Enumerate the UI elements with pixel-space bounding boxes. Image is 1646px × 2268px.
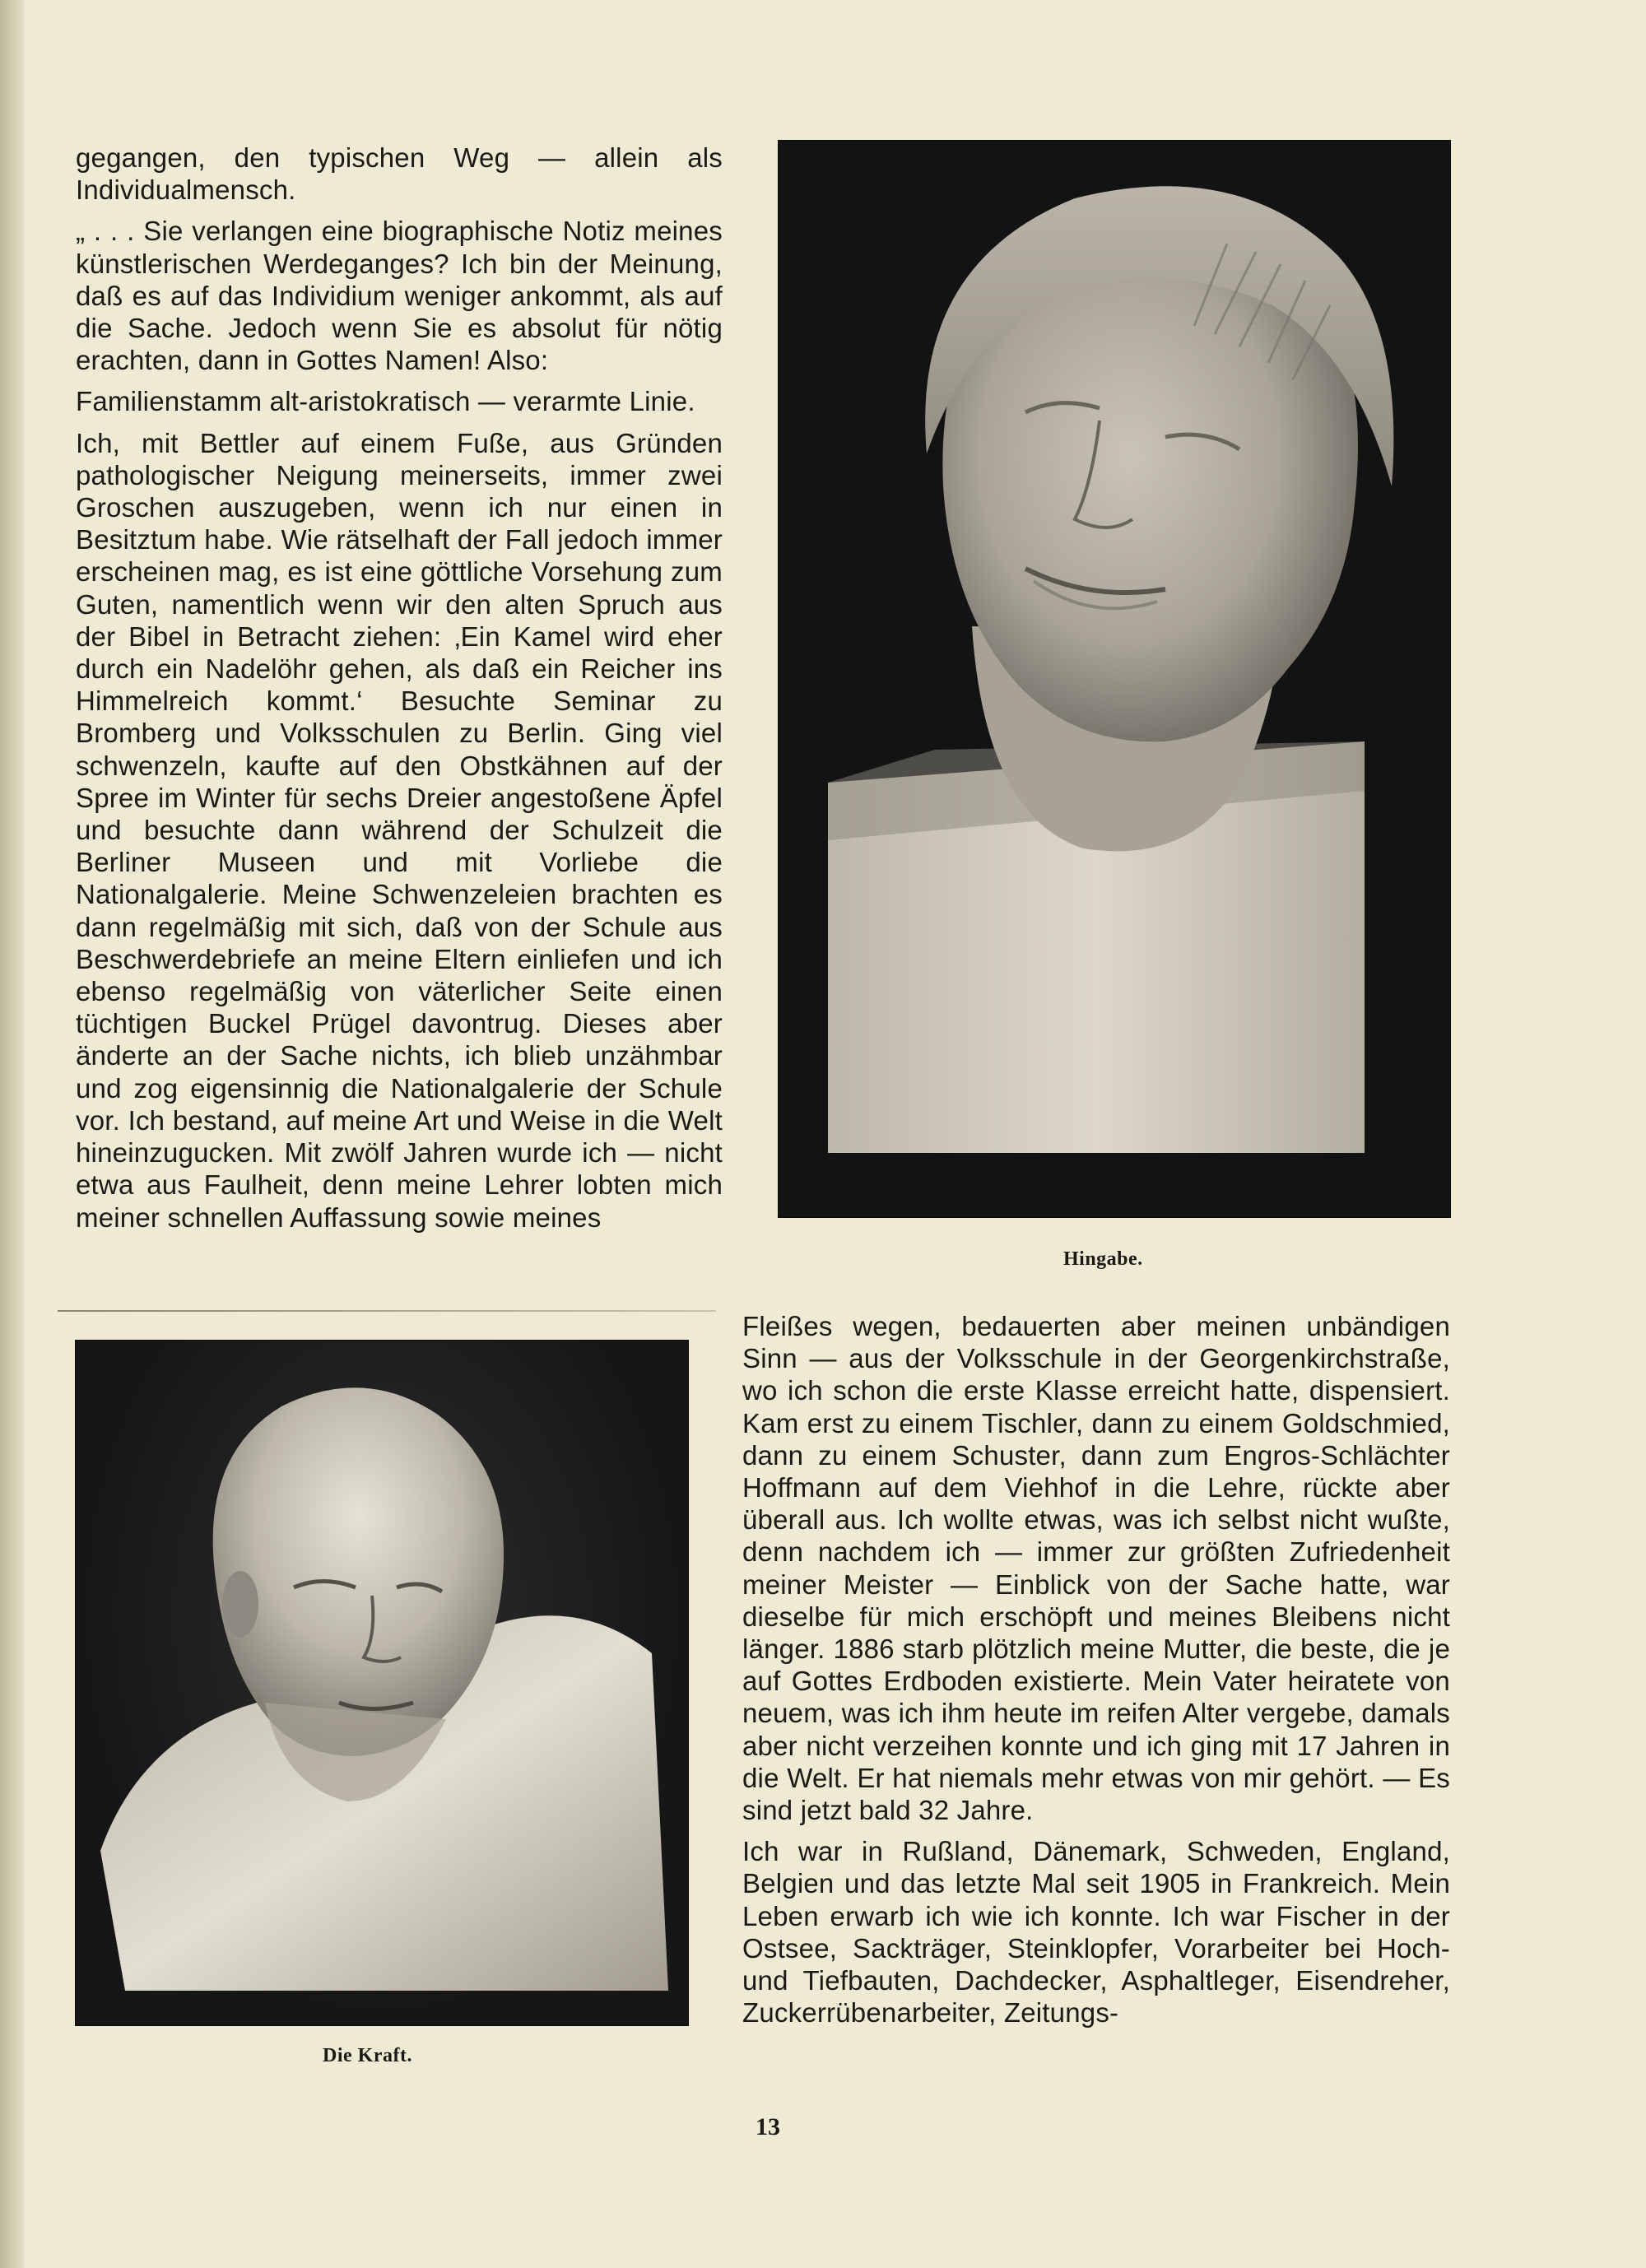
text-column-left xyxy=(76,142,723,1243)
caption-hingabe: Hingabe. xyxy=(1063,1248,1143,1270)
page-number: 13 xyxy=(756,2113,780,2140)
sculpture-head-illustration xyxy=(779,141,1450,1217)
photo-sculpture-die-kraft xyxy=(75,1340,689,2026)
paragraph: Ich war in Rußland, Dänemark, Schweden, England, Belgien und das letzte Mal seit 1905 in Frankreich. Mein Leben erwarb ich wie ich konnte. Ich war Fischer in der Ostsee, Sackträger, Steinklopfer, Vorarbeiter bei Hoch- und Tiefbauten, Dachdecker, Asphaltleger, Eisendreher, Zuckerrübenarbeiter, Zeitungs- xyxy=(742,1836,1450,2029)
divider-rule xyxy=(58,1310,716,1312)
caption-die-kraft: Die Kraft. xyxy=(323,2045,412,2066)
paragraph: Familienstamm alt-aristokratisch — verarmte Linie. xyxy=(76,386,695,417)
sculpture-bust-illustration xyxy=(76,1341,688,2025)
paragraph: Ich, mit Bettler auf einem Fuße, aus Gründen pathologischer Neigung meinerseits, immer zwei Groschen auszugeben, wenn ich nur einen in Besitztum habe. Wie rätselhaft der Fall jedoch immer erscheinen mag, es ist eine göttliche Vorsehung zum Guten, namentlich wenn wir den alten Spruch aus der Bibel in Betracht ziehen: ‚Ein Kamel wird eher durch ein Nadelöhr gehen, als daß ein Reicher ins Himmelreich kommt.‘ Besuchte Seminar zu Bromberg und Volksschulen zu Berlin. Ging viel schwenzeln, kaufte auf den Obstkähnen auf der Spree im Winter für sechs Dreier angestoßene Äpfel und besuchte dann während der Schulzeit die Berliner Museen und mit Vorliebe die Nationalgalerie. Meine Schwenzeleien brachten es dann regelmäßig mit sich, daß von der Schule aus Beschwerdebriefe an meine Eltern einliefen und ich ebenso regelmäßig von väterlicher Seite einen tüchtigen Buckel Prügel davontrug. Dieses aber änderte an der Sache nichts, ich blieb unzähmbar und zog eigensinnig die Nationalgalerie der Schule vor. Ich bestand, auf meine Art und Weise in die Welt hineinzugucken. Mit zwölf Jahren wurde ich — nicht etwa aus Faulheit, denn meine Lehrer lobten mich meiner schnellen Auffassung sowie meines xyxy=(76,427,723,1233)
page-binding-edge xyxy=(0,0,25,2268)
text-column-right xyxy=(742,1310,1450,2038)
photo-sculpture-hingabe xyxy=(778,140,1451,1218)
paragraph: Fleißes wegen, bedauerten aber meinen unbändigen Sinn — aus der Volksschule in der Georgenkirchstraße, wo ich schon die erste Klasse erreicht hatte, dispensiert. Kam erst zu einem Tischler, dann zu einem Goldschmied, dann zu einem Schuster, dann zum Engros-Schlächter Hoffmann auf dem Viehhof in die Lehre, rückte aber überall aus. Ich wollte etwas, was ich selbst nicht wußte, denn nachdem ich — immer zur größten Zufriedenheit meiner Meister — Einblick von der Sache hatte, war dieselbe für mich erschöpft und meines Bleibens nicht länger. 1886 starb plötzlich meine Mutter, die beste, die je auf Gottes Erdboden existierte. Mein Vater heiratete von neuem, was ich ihm heute im reifen Alter vergebe, damals aber nicht verzeihen konnte und ich ging mit 17 Jahren in die Welt. Er hat niemals mehr etwas von mir gehört. — Es sind jetzt bald 32 Jahre. xyxy=(742,1311,1450,1826)
paragraph: „ . . . Sie verlangen eine biographische Notiz meines künstlerischen Werdeganges? Ich bin der Meinung, daß es auf das Individium weniger ankommt, als auf die Sache. Jedoch wenn Sie es absolut für nötig erachten, dann in Gottes Namen! Also: xyxy=(76,216,723,376)
paragraph: gegangen, den typischen Weg — allein als Individualmensch. xyxy=(76,142,723,206)
